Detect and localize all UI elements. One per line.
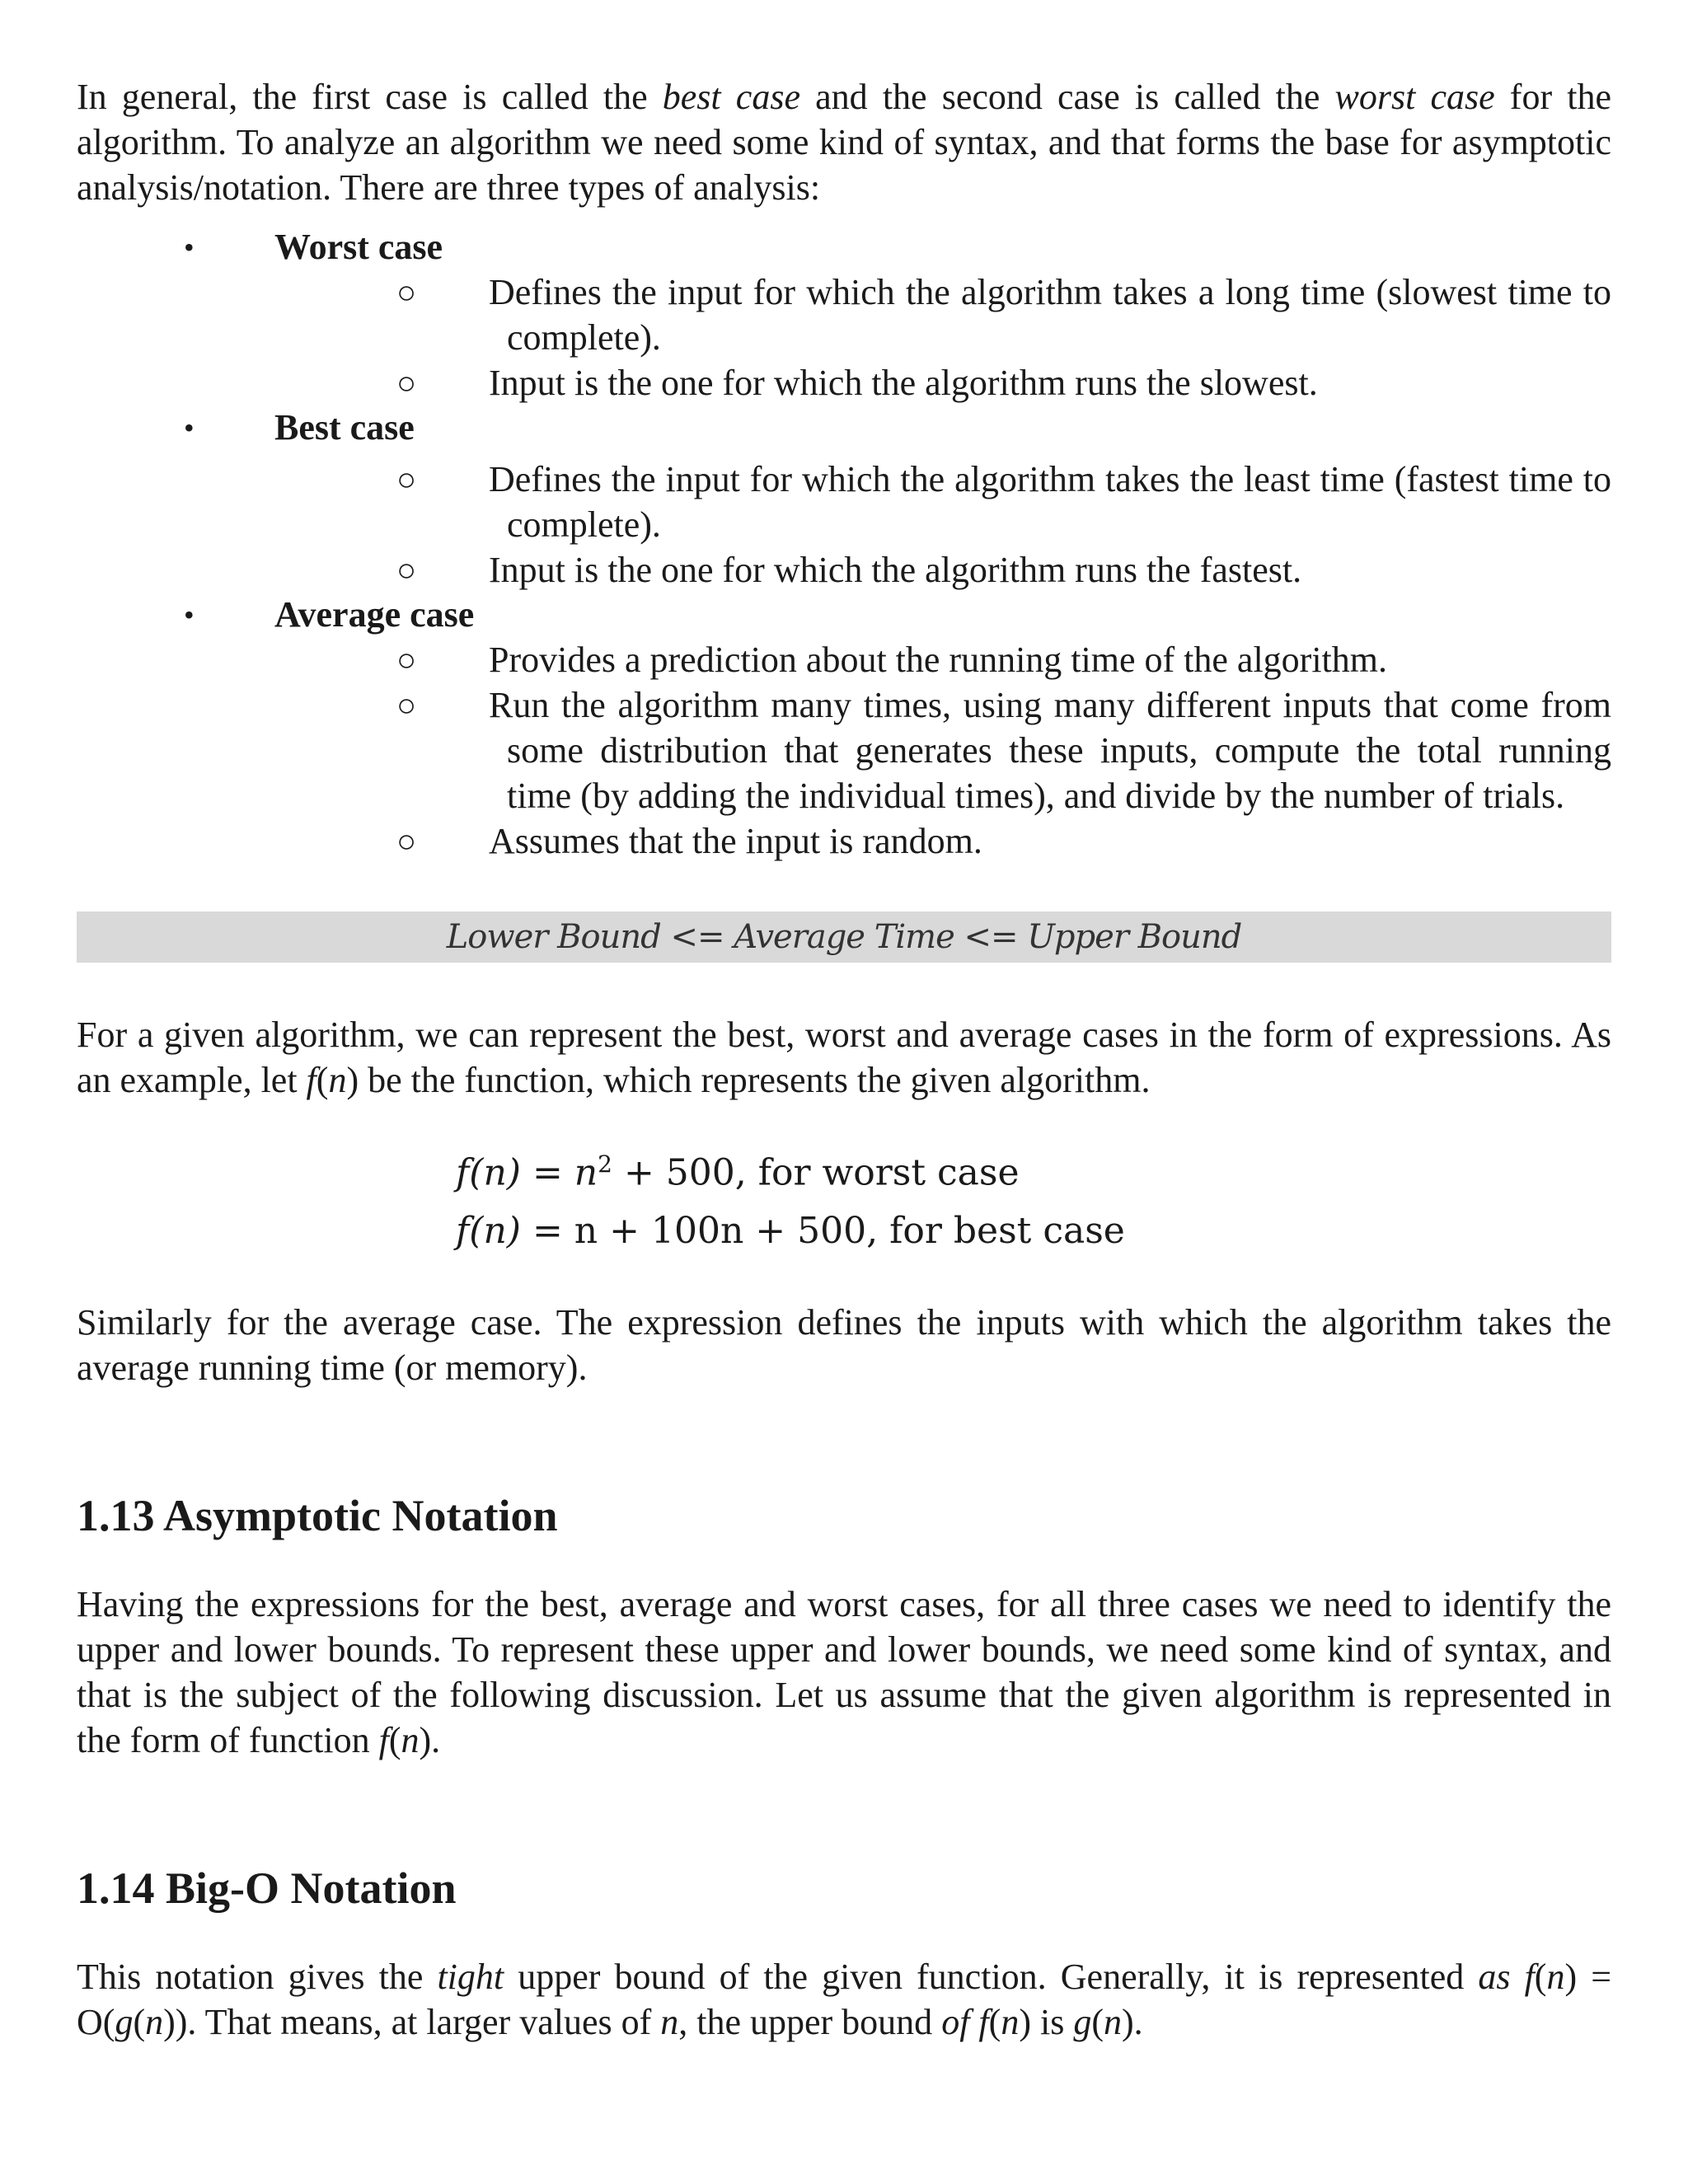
text-run (1510, 1957, 1524, 1997)
expressions-paragraph (77, 1012, 1611, 1103)
math-var: n (328, 1060, 347, 1100)
emphasis: of (941, 2001, 970, 2042)
text-run: ). (1121, 2001, 1143, 2042)
text-run: ( (988, 2001, 1001, 2042)
bullet-icon: • (184, 231, 195, 264)
worst-case-term: worst case (1334, 77, 1495, 117)
math-var: f (306, 1060, 316, 1100)
text-run: ( (388, 1719, 401, 1760)
equation-best-case (456, 1202, 1611, 1260)
text-run: For a given algorithm, we can represent the best, worst and average cases in the form of expressions. As an example, let (77, 1015, 1611, 1100)
text-run: upper bound of the given function. Generally, it is represented (504, 1956, 1479, 1997)
sub-item-text: Input is the one for which the algorithm runs the slowest. (489, 363, 1318, 403)
best-case-term: best case (662, 77, 800, 117)
circle-bullet-icon: ○ (396, 551, 417, 588)
eq-lhs: f(n) = (456, 1209, 574, 1252)
emphasis: tight (437, 1956, 504, 1997)
list-item-worst-case (77, 225, 1611, 269)
list-item-average-case (77, 593, 1611, 637)
text-run: and the second case is called the (800, 77, 1335, 117)
bullet-icon: • (184, 411, 195, 444)
text-run: In general, the first case is called the (77, 77, 663, 117)
sub-item-text: Run the algorithm many times, using many different inputs that come from some distribution that generates these inputs, compute the total running time (by adding the individual times), and divide by the number of trials. (489, 685, 1611, 816)
circle-bullet-icon: ○ (396, 461, 417, 498)
case-label: Worst case (274, 227, 443, 267)
math-var: n (1001, 2001, 1020, 2042)
circle-bullet-icon: ○ (396, 687, 417, 724)
list-item-best-case (77, 405, 1611, 450)
text-run: ). (419, 1719, 441, 1760)
math-var: n (145, 2001, 164, 2042)
text-run: ) be the function, which represents the given algorithm. (346, 1060, 1151, 1100)
asymptotic-paragraph (77, 1582, 1611, 1763)
text-run: ( (1091, 2001, 1104, 2042)
text-run: for the algorithm. To analyze an algorithm we need some kind of syntax, and that forms the base for asymptotic analysis/notation. There are three types of analysis: (77, 77, 1612, 208)
math-var: n (1103, 2001, 1122, 2042)
eq-lhs: f(n) = (456, 1151, 574, 1194)
bullet-icon: • (184, 598, 195, 631)
sub-item (77, 637, 1611, 682)
sub-item (77, 818, 1611, 864)
sub-item (77, 547, 1611, 593)
intro-paragraph (77, 74, 1611, 210)
text-run: ( (133, 2001, 146, 2042)
average-case-paragraph: Similarly for the average case. The expression defines the inputs with which the algorithm takes the average running time (or memory). (77, 1301, 1611, 1388)
text-run: Having the expressions for the best, average and worst cases, for all three cases we need to identify the upper and lower bounds. To represent these upper and lower bounds, we need some kind of syntax, and that is the subject of the following discussion. Let us assume that the given algorithm is represented in the form of function (77, 1583, 1611, 1760)
text-run (969, 2002, 978, 2042)
sub-item (77, 457, 1611, 547)
circle-bullet-icon: ○ (396, 274, 417, 311)
text-run: This notation gives the (77, 1956, 438, 1997)
math-var: g (1073, 2001, 1092, 2042)
text-run: )). That means, at larger values of (163, 2001, 661, 2042)
sub-item (77, 269, 1611, 360)
text-run: ( (1534, 1956, 1547, 1997)
text-run: , the upper bound (678, 2001, 942, 2042)
math-var: n (660, 2001, 679, 2042)
math-var: f (1524, 1956, 1535, 1997)
emphasis: as (1478, 1956, 1511, 1997)
sub-item-text: Defines the input for which the algorithm takes the least time (fastest time to complete). (489, 459, 1611, 545)
bound-relation-banner: Lower Bound <= Average Time <= Upper Bound (77, 912, 1611, 963)
sub-item (77, 360, 1611, 405)
math-var: f (978, 2001, 989, 2042)
circle-bullet-icon: ○ (396, 641, 417, 678)
eq-rest: + 500, for worst case (612, 1151, 1020, 1194)
math-var: g (115, 2001, 134, 2042)
big-o-paragraph (77, 1954, 1611, 2045)
equations-block (456, 1136, 1611, 1260)
circle-bullet-icon: ○ (396, 823, 417, 860)
analysis-types-list (77, 225, 1611, 864)
exponent: 2 (598, 1151, 612, 1178)
document-page (77, 74, 1611, 2045)
sub-item (77, 682, 1611, 818)
case-label: Best case (274, 407, 415, 448)
math-var: n (401, 1719, 420, 1760)
math-var: n (574, 1151, 598, 1194)
math-var: n (1546, 1956, 1565, 1997)
sub-item-text: Assumes that the input is random. (489, 821, 982, 861)
text-run: ) is (1019, 2001, 1074, 2042)
sub-item-text: Input is the one for which the algorithm runs the fastest. (489, 550, 1302, 590)
math-var: f (378, 1719, 389, 1760)
section-heading-1-13: 1.13 Asymptotic Notation (77, 1490, 558, 1540)
case-label: Average case (274, 594, 475, 635)
sub-item-text: Defines the input for which the algorithm takes a long time (slowest time to complete). (489, 272, 1611, 358)
sub-item-text: Provides a prediction about the running time of the algorithm. (489, 640, 1387, 680)
text-run: ( (316, 1060, 329, 1100)
text-run: ) = O( (77, 1956, 1612, 2042)
eq-rest: n + 100n + 500, for best case (574, 1209, 1125, 1252)
section-heading-1-14: 1.14 Big-O Notation (77, 1863, 457, 1913)
circle-bullet-icon: ○ (396, 364, 417, 401)
equation-worst-case (456, 1136, 1611, 1202)
